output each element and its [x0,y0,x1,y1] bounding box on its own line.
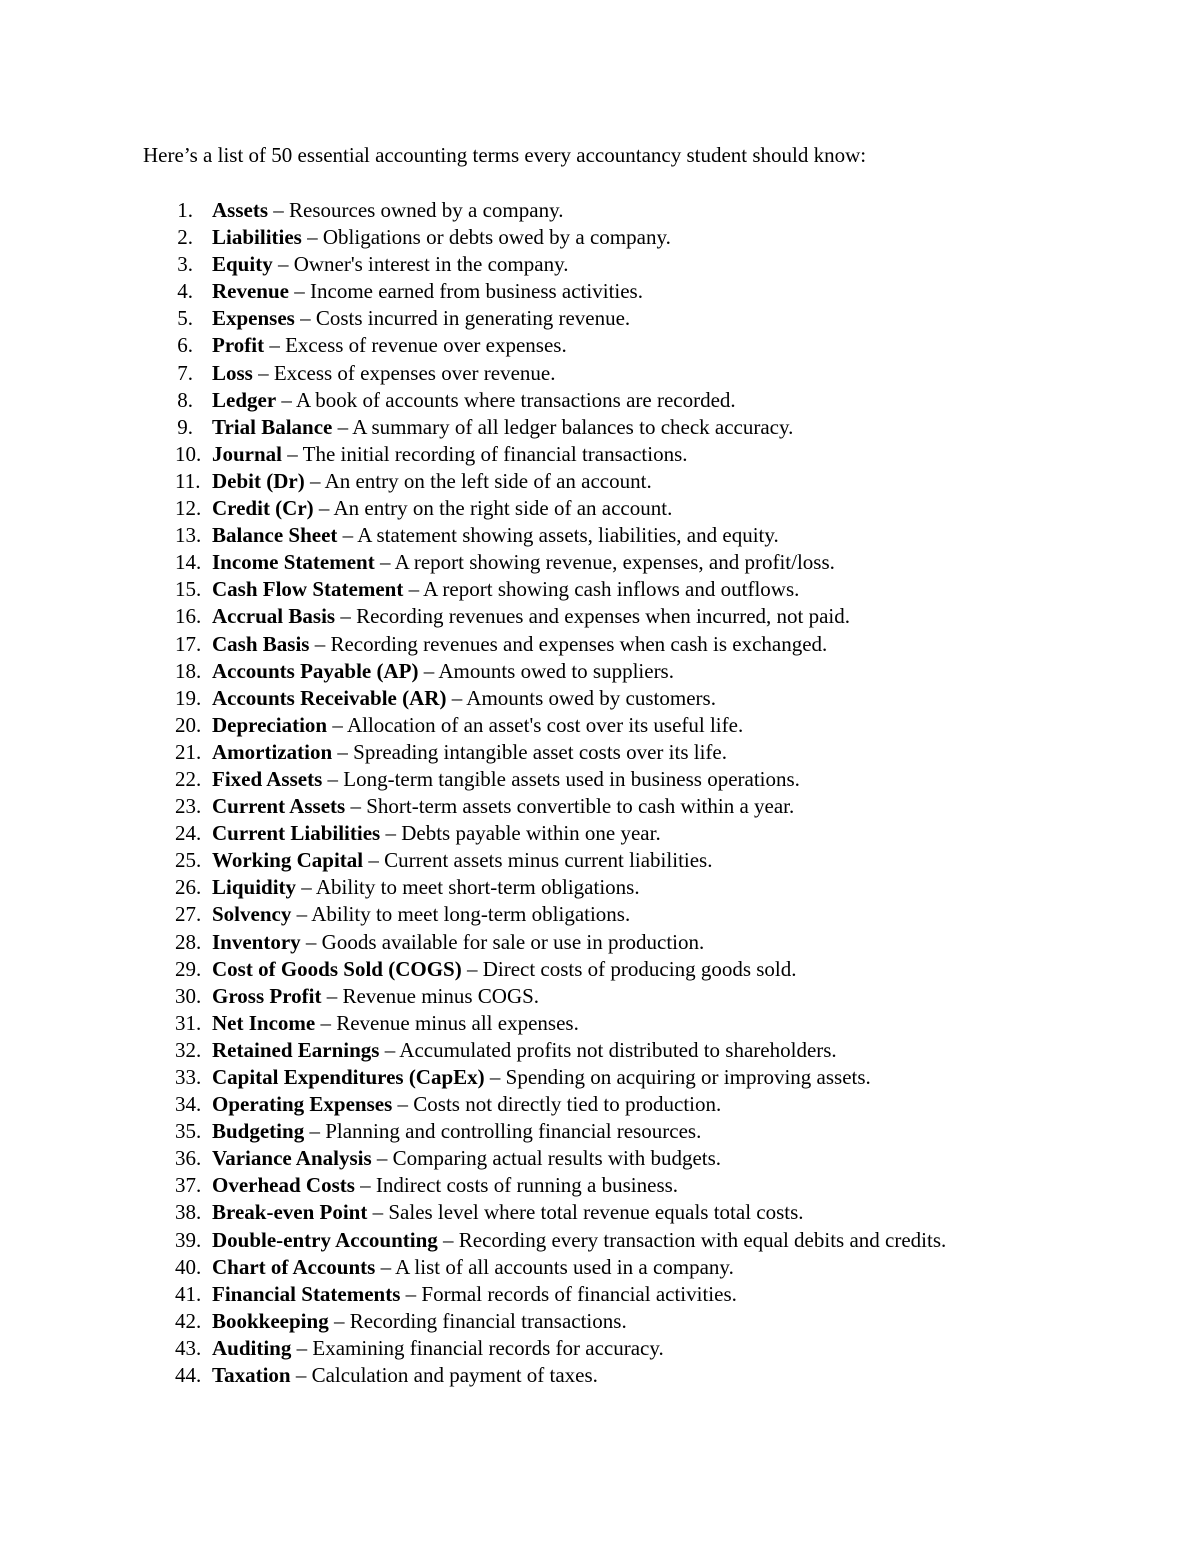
term-body [212,631,827,658]
term-separator: – [276,387,296,412]
term-number: 19. [175,685,202,710]
term-name: Chart of Accounts [212,1254,376,1279]
term-body [212,197,563,224]
term-separator: – [374,550,395,575]
term-definition: The initial recording of financial transactions. [302,441,688,466]
term-separator: – [294,306,316,331]
list-item [0,901,1200,928]
term-body [212,739,727,766]
list-item [0,712,1200,739]
term-definition: Ability to meet long-term obligations. [311,902,631,927]
term-body [212,576,799,603]
term-definition: Spreading intangible asset costs over its life. [353,739,727,764]
list-item [0,387,1200,414]
term-separator: – [400,1281,422,1306]
term-separator: – [392,1092,414,1117]
term-separator: – [461,956,483,981]
term-definition: A report showing cash inflows and outflows. [423,577,800,602]
term-separator: – [291,1335,313,1360]
list-item [0,793,1200,820]
term-number: 16. [175,604,202,629]
term-number: 17. [175,631,202,656]
term-body [212,360,556,387]
list-item [0,820,1200,847]
intro-text: Here’s a list of 50 essential accounting terms every accountancy student should know: [143,143,867,167]
list-item [0,956,1200,983]
term-name: Balance Sheet [212,523,338,548]
list-item [0,685,1200,712]
term-name: Cash Flow Statement [212,577,404,602]
list-item [0,847,1200,874]
term-definition: Recording every transaction with equal debits and credits. [458,1227,947,1252]
term-body [212,522,779,549]
term-definition: Goods available for sale or use in production. [321,929,705,954]
term-number: 37. [175,1173,202,1198]
term-separator: – [484,1065,506,1089]
list-item [0,251,1200,278]
list-item [0,1335,1200,1362]
term-definition: Revenue minus all expenses. [336,1010,579,1035]
term-definition: Recording revenues and expenses when cash is exchanged. [330,631,828,656]
term-name: Debit (Dr) [212,468,305,493]
term-body [212,820,661,847]
term-number: 12. [175,496,202,521]
term-body [212,251,568,278]
term-body [212,387,736,414]
term-name: Operating Expenses [212,1092,393,1117]
term-body [212,1118,701,1145]
term-definition: Direct costs of producing goods sold. [482,956,797,981]
term-name: Retained Earnings [212,1037,380,1062]
term-body [212,1199,804,1226]
term-definition: An entry on the right side of an account. [333,496,673,521]
list-item [0,1362,1200,1389]
term-number: 4. [177,279,193,304]
term-number: 7. [177,360,193,385]
term-number: 5. [177,306,193,331]
term-separator: – [252,360,274,385]
list-item [0,332,1200,359]
list-item [0,739,1200,766]
term-number: 36. [175,1146,202,1171]
list-item [0,1010,1200,1037]
term-number: 33. [175,1065,202,1089]
term-separator: – [296,875,316,900]
term-body [212,1010,579,1037]
term-number: 10. [175,441,202,466]
term-definition: Recording revenues and expenses when incurred, not paid. [356,604,850,629]
term-separator: – [268,198,289,222]
term-separator: – [315,1010,337,1035]
list-item [0,522,1200,549]
term-number: 31. [175,1010,202,1035]
term-separator: – [379,1037,400,1062]
term-definition: Short-term assets convertible to cash within a year. [366,794,795,819]
term-separator: – [301,225,323,250]
term-separator: – [264,333,286,358]
term-name: Net Income [212,1010,316,1035]
term-number: 14. [175,550,202,575]
term-body [212,1281,737,1308]
term-definition: Obligations or debts owed by a company. [322,225,671,250]
term-definition: A list of all accounts used in a company. [395,1254,734,1279]
terms-list [0,197,1200,1389]
term-separator: – [332,414,353,439]
term-definition: A report showing revenue, expenses, and profit/loss. [394,550,835,575]
list-item [0,983,1200,1010]
term-name: Variance Analysis [212,1146,372,1171]
term-name: Capital Expenditures (CapEx) [212,1065,485,1089]
term-body [212,1335,664,1362]
term-name: Accrual Basis [212,604,336,629]
term-separator: – [371,1146,393,1171]
term-definition: Income earned from business activities. [310,279,643,304]
term-definition: A statement showing assets, liabilities, and equity. [357,523,779,548]
term-body [212,1362,598,1389]
term-name: Gross Profit [212,983,322,1008]
list-item [0,766,1200,793]
list-item [0,549,1200,576]
term-name: Journal [212,441,283,466]
list-item [0,874,1200,901]
term-number: 28. [175,929,202,954]
term-name: Solvency [212,902,292,927]
term-name: Budgeting [212,1119,305,1144]
term-name: Accounts Receivable (AR) [212,685,447,710]
term-name: Working Capital [212,848,364,873]
term-definition: Sales level where total revenue equals total costs. [388,1200,804,1225]
term-separator: – [272,252,294,277]
term-body [212,332,567,359]
term-definition: Excess of revenue over expenses. [285,333,567,358]
term-name: Assets [212,198,268,222]
term-number: 32. [175,1037,202,1062]
term-body [212,983,539,1010]
term-name: Trial Balance [212,414,333,439]
list-item [0,1118,1200,1145]
term-number: 35. [175,1119,202,1144]
term-number: 2. [177,225,193,250]
term-number: 34. [175,1092,202,1117]
list-item [0,468,1200,495]
term-separator: – [345,794,367,819]
list-item [0,603,1200,630]
term-definition: Accumulated profits not distributed to shareholders. [399,1037,837,1062]
term-body [212,603,850,630]
term-definition: Costs incurred in generating revenue. [315,306,631,331]
term-name: Profit [212,333,265,358]
term-body [212,685,716,712]
list-item [0,1254,1200,1281]
list-item [0,495,1200,522]
term-name: Financial Statements [212,1281,401,1306]
term-number: 41. [175,1281,202,1306]
term-name: Cost of Goods Sold (COGS) [212,956,462,981]
term-name: Accounts Payable (AP) [212,658,419,683]
term-number: 8. [177,387,193,412]
term-name: Cash Basis [212,631,310,656]
term-body [212,874,640,901]
term-number: 30. [175,983,202,1008]
term-separator: – [300,929,322,954]
term-body [212,1037,837,1064]
list-item [0,197,1200,224]
term-body [212,414,793,441]
term-separator: – [354,1173,376,1198]
term-body [212,441,688,468]
term-name: Liabilities [212,225,302,250]
term-number: 27. [175,902,202,927]
term-separator: – [446,685,467,710]
term-body [212,847,712,874]
term-separator: – [363,848,385,873]
term-separator: – [335,604,357,629]
term-number: 11. [175,468,201,493]
term-name: Taxation [212,1363,291,1388]
term-name: Depreciation [212,712,328,737]
term-number: 44. [175,1363,202,1388]
term-separator: – [291,902,312,927]
term-body [212,1172,678,1199]
term-body [212,766,800,793]
term-definition: A summary of all ledger balances to check accuracy. [352,414,794,439]
term-name: Credit (Cr) [212,496,314,521]
term-number: 39. [175,1227,202,1252]
term-definition: Amounts owed by customers. [466,685,716,710]
term-definition: Excess of expenses over revenue. [273,360,556,385]
term-body [212,1227,946,1254]
term-name: Loss [212,360,253,385]
term-name: Inventory [212,929,301,954]
term-name: Revenue [212,279,289,304]
term-number: 26. [175,875,202,900]
term-separator: – [282,441,303,466]
list-item [0,1308,1200,1335]
term-separator: – [367,1200,389,1225]
term-separator: – [337,523,358,548]
term-number: 24. [175,821,202,846]
term-number: 23. [175,794,202,819]
term-definition: Comparing actual results with budgets. [392,1146,722,1171]
term-definition: Calculation and payment of taxes. [311,1363,598,1388]
list-item [0,1227,1200,1254]
list-item [0,360,1200,387]
term-name: Overhead Costs [212,1173,355,1198]
term-body [212,929,704,956]
term-definition: Examining financial records for accuracy. [312,1335,664,1360]
term-separator: – [289,279,310,304]
term-number: 9. [177,414,193,439]
term-separator: – [321,983,343,1008]
term-definition: Debts payable within one year. [401,821,661,846]
term-number: 1. [177,198,193,222]
term-body [212,305,630,332]
term-name: Double-entry Accounting [212,1227,438,1252]
term-name: Current Assets [212,794,346,819]
list-item [0,305,1200,332]
term-number: 20. [175,712,202,737]
term-body [212,1091,721,1118]
list-item [0,658,1200,685]
term-separator: – [304,1119,326,1144]
term-definition: Revenue minus COGS. [342,983,540,1008]
term-name: Equity [212,252,273,277]
term-body [212,549,835,576]
term-body [212,468,652,495]
term-number: 29. [175,956,202,981]
term-name: Fixed Assets [212,766,323,791]
term-name: Liquidity [212,875,297,900]
list-item [0,1145,1200,1172]
term-name: Current Liabilities [212,821,381,846]
term-number: 6. [177,333,193,358]
term-body [212,793,794,820]
term-separator: – [437,1227,459,1252]
term-definition: Recording financial transactions. [349,1308,627,1333]
list-item [0,1037,1200,1064]
term-body [212,1254,734,1281]
list-item [0,278,1200,305]
term-number: 18. [175,658,202,683]
term-definition: Owner's interest in the company. [293,252,569,277]
term-definition: Indirect costs of running a business. [375,1173,679,1198]
term-definition: Amounts owed to suppliers. [438,658,674,683]
term-separator: – [290,1363,312,1388]
list-item [0,1091,1200,1118]
term-name: Ledger [212,387,277,412]
term-name: Auditing [212,1335,292,1360]
list-item [0,576,1200,603]
term-name: Amortization [212,739,333,764]
list-item [0,1172,1200,1199]
term-body [212,901,630,928]
term-number: 43. [175,1335,202,1360]
term-definition: An entry on the left side of an account. [324,468,652,493]
term-body [212,712,743,739]
term-definition: Current assets minus current liabilities. [384,848,713,873]
list-item [0,441,1200,468]
term-name: Bookkeeping [212,1308,329,1333]
term-separator: – [313,496,334,521]
term-body [212,1145,721,1172]
term-number: 38. [175,1200,202,1225]
term-body [212,956,797,983]
term-separator: – [332,739,354,764]
term-separator: – [375,1254,396,1279]
term-body [212,278,643,305]
term-separator: – [328,1308,350,1333]
term-number: 25. [175,848,202,873]
list-item [0,1064,1200,1091]
term-definition: Costs not directly tied to production. [413,1092,722,1117]
term-name: Income Statement [212,550,375,575]
term-name: Expenses [212,306,295,331]
list-item [0,929,1200,956]
term-separator: – [304,468,325,493]
term-definition: Formal records of financial activities. [421,1281,737,1306]
list-item [0,1281,1200,1308]
term-number: 3. [177,252,193,277]
term-body [212,658,674,685]
term-body [212,1308,627,1335]
term-number: 21. [175,739,202,764]
list-item [0,1199,1200,1226]
list-item [0,414,1200,441]
term-separator: – [322,766,344,791]
term-definition: Allocation of an asset's cost over its useful life. [346,712,744,737]
term-body [212,224,671,251]
term-separator: – [403,577,424,602]
term-number: 42. [175,1308,202,1333]
term-separator: – [418,658,439,683]
term-number: 15. [175,577,202,602]
term-body [212,1064,871,1091]
term-definition: A book of accounts where transactions are recorded. [296,387,736,412]
term-separator: – [380,821,402,846]
term-separator: – [309,631,331,656]
term-body [212,495,672,522]
term-number: 22. [175,766,202,791]
list-item [0,224,1200,251]
term-definition: Resources owned by a company. [289,198,564,222]
term-number: 40. [175,1254,202,1279]
term-definition: Ability to meet short-term obligations. [315,875,640,900]
term-definition: Spending on acquiring or improving assets. [505,1065,871,1089]
term-definition: Long-term tangible assets used in business operations. [343,766,800,791]
term-number: 13. [175,523,202,548]
term-separator: – [327,712,347,737]
term-name: Break-even Point [212,1200,368,1225]
list-item [0,631,1200,658]
term-definition: Planning and controlling financial resources. [325,1119,702,1144]
